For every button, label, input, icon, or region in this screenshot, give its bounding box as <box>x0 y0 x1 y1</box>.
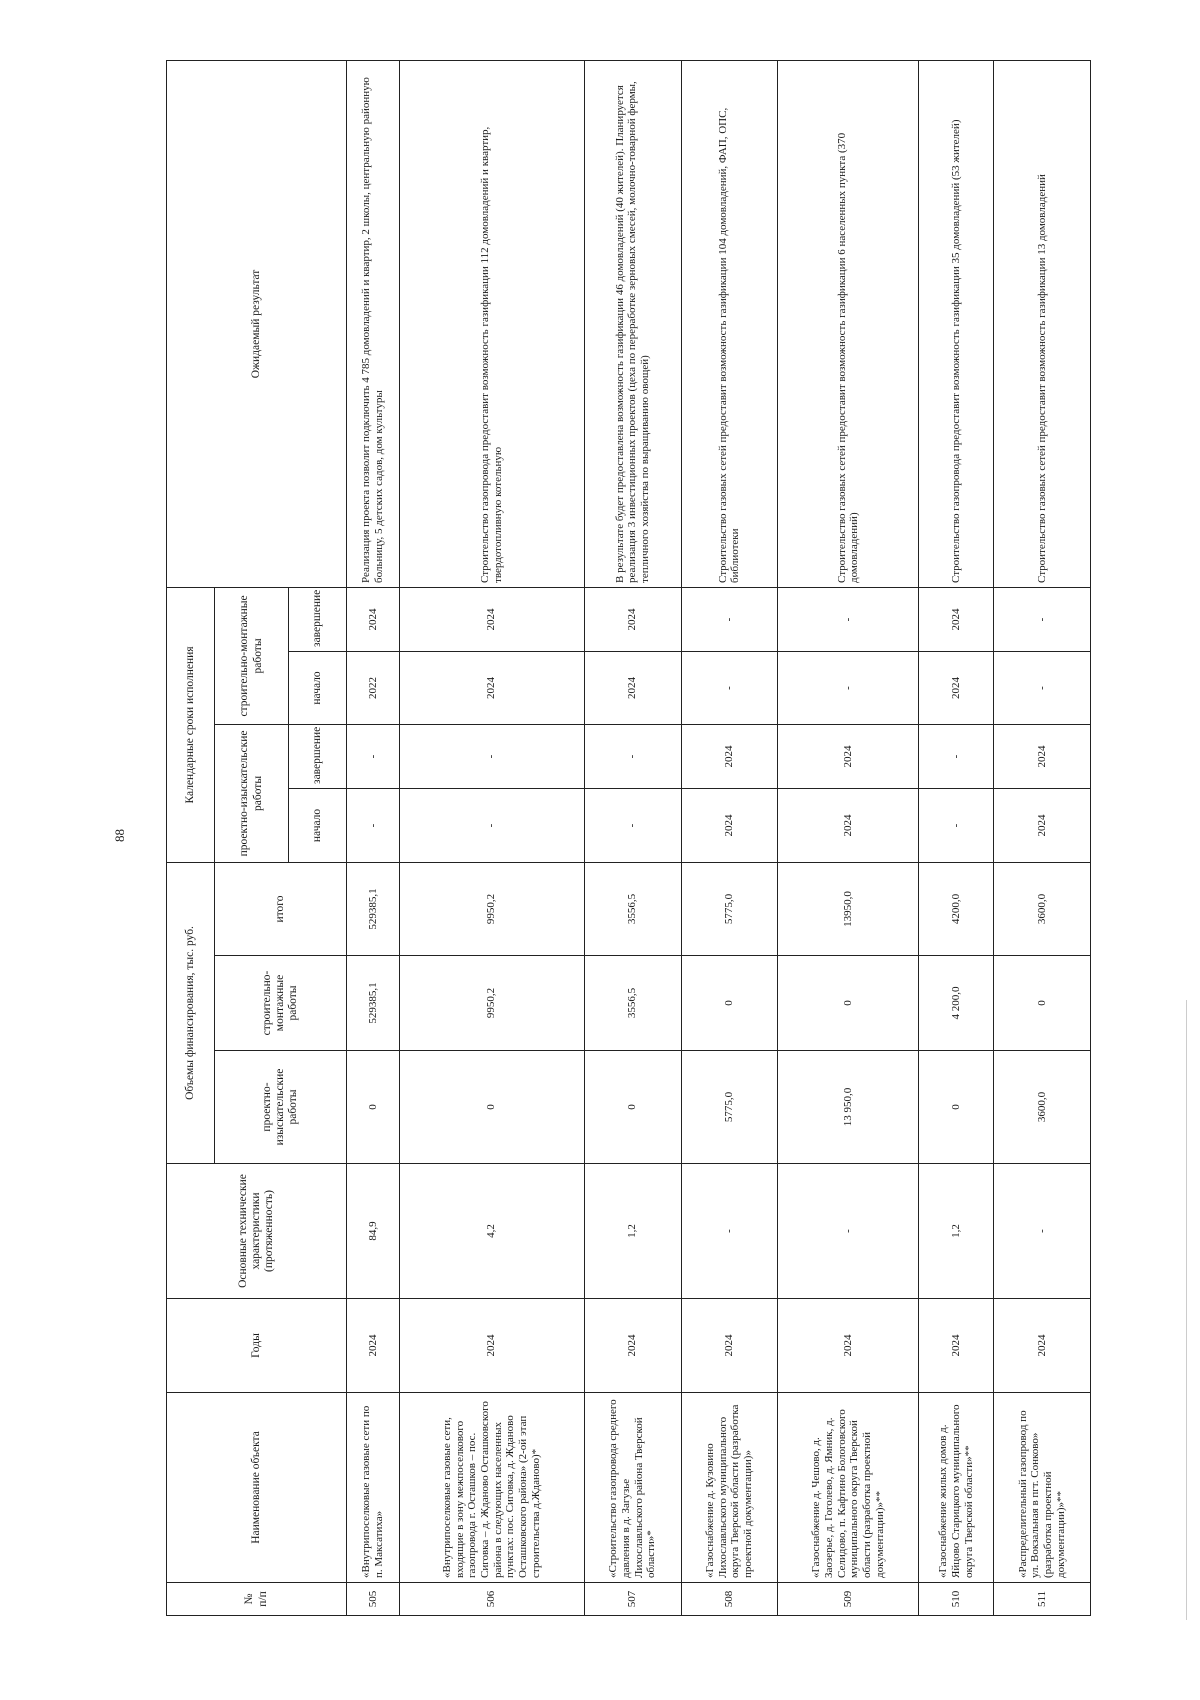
row-constr-end: 2024 <box>399 587 584 651</box>
row-fin-design: 0 <box>584 1051 681 1164</box>
header-sched-design: проектно-изыскательские работы <box>215 724 289 862</box>
row-fin-design: 0 <box>347 1051 400 1164</box>
header-years: Годы <box>167 1299 347 1393</box>
row-design-start: 2024 <box>994 788 1091 862</box>
row-fin-total: 3600,0 <box>994 862 1091 955</box>
row-num: 510 <box>919 1583 994 1616</box>
table-row <box>994 60 1091 1615</box>
row-result: Реализация проекта позволит подключить 4 785 домовладений и квартир, 2 школы, центральную районную больницу, 5 детских садов, дом культуры <box>347 60 400 587</box>
row-design-end: 2024 <box>994 724 1091 788</box>
row-fin-design: 3600,0 <box>994 1051 1091 1164</box>
row-fin-total: 4200,0 <box>919 862 994 955</box>
row-name: «Строительство газопровода среднего давления в д. Загузье Лихославльского района Тверской области»* <box>584 1393 681 1583</box>
row-tech: 1,2 <box>919 1164 994 1299</box>
gas-projects-table <box>166 60 1091 1616</box>
header-fin-design: проектно-изыскательские работы <box>215 1051 347 1164</box>
row-result: Строительство газопровода предоставит возможность газификации 35 домовладений (53 жителей) <box>919 60 994 587</box>
row-constr-start: - <box>994 651 1091 724</box>
header-fin-construction: строительно-монтажные работы <box>215 956 347 1051</box>
header-fin-total: итого <box>215 862 347 955</box>
row-constr-start: - <box>778 651 919 724</box>
header-sched-construction: строительно-монтажные работы <box>215 587 289 724</box>
row-num: 506 <box>399 1583 584 1616</box>
row-fin-total: 13950,0 <box>778 862 919 955</box>
row-design-start: - <box>399 788 584 862</box>
row-fin-design: 5775,0 <box>681 1051 778 1164</box>
row-num: 505 <box>347 1583 400 1616</box>
row-name: «Распределительный газопровод по ул. Вокзальная в пгт. Сонково» (разработка проектной документации)»** <box>994 1393 1091 1583</box>
row-result: Строительство газопровода предоставит возможность газификации 112 домовладений и квартир, твердотопливную котельную <box>399 60 584 587</box>
row-name: «Газоснабжение д. Кузовино Лихославльского муниципального округа Тверской области (разработка проектной документации)» <box>681 1393 778 1583</box>
row-fin-construction: 529385,1 <box>347 956 400 1051</box>
table-row <box>347 60 400 1615</box>
header-tech: Основные технические характеристики (протяженность) <box>167 1164 347 1299</box>
row-tech: - <box>994 1164 1091 1299</box>
row-design-end: - <box>399 724 584 788</box>
row-constr-start: 2022 <box>347 651 400 724</box>
row-design-end: - <box>919 724 994 788</box>
header-finance: Объемы финансирования, тыс. руб. <box>167 862 215 1163</box>
page-number: 88 <box>112 829 127 842</box>
table-row <box>919 60 994 1615</box>
row-num: 511 <box>994 1583 1091 1616</box>
row-constr-end: 2024 <box>919 587 994 651</box>
row-year: 2024 <box>919 1299 994 1393</box>
row-constr-start: 2024 <box>399 651 584 724</box>
row-name: «Газоснабжение д. Чешово, д. Заозерье, д. Гоголево, д. Ямник, д. Селидово, п. Кафтино Бологовского муниципального округа Тверской области (разработка проектной документации)»** <box>778 1393 919 1583</box>
row-constr-end: 2024 <box>584 587 681 651</box>
row-design-end: - <box>347 724 400 788</box>
row-result: Строительство газовых сетей предоставит возможность газификации 104 домовладений, ФАП, ОПС, библиотеки <box>681 60 778 587</box>
row-constr-start: - <box>681 651 778 724</box>
row-fin-construction: 9950,2 <box>399 956 584 1051</box>
header-num: № п/п <box>167 1583 347 1616</box>
header-constr-start: начало <box>289 651 347 724</box>
row-fin-construction: 0 <box>778 956 919 1051</box>
row-tech: - <box>778 1164 919 1299</box>
row-design-end: - <box>584 724 681 788</box>
row-fin-design: 0 <box>399 1051 584 1164</box>
row-fin-total: 529385,1 <box>347 862 400 955</box>
row-constr-end: - <box>778 587 919 651</box>
row-constr-end: 2024 <box>347 587 400 651</box>
row-result: Строительство газовых сетей предоставит возможность газификации 6 населенных пункта (370 домовладений) <box>778 60 919 587</box>
row-fin-total: 5775,0 <box>681 862 778 955</box>
row-year: 2024 <box>681 1299 778 1393</box>
row-year: 2024 <box>778 1299 919 1393</box>
table-row <box>681 60 778 1615</box>
scan-edge-line <box>1186 1000 1187 1620</box>
row-design-start: - <box>347 788 400 862</box>
row-num: 509 <box>778 1583 919 1616</box>
row-design-start: 2024 <box>681 788 778 862</box>
row-design-end: 2024 <box>778 724 919 788</box>
table-row <box>584 60 681 1615</box>
row-num: 507 <box>584 1583 681 1616</box>
row-result: В результате будет предоставлена возможность газификации 46 домовладений (40 жителей). Планируется реализация 3 инвестиционных проектов (цеха по переработке зерновых смесей, молочно-товарной фермы, тепличного хозяйства по выращиванию овощей) <box>584 60 681 587</box>
row-constr-start: 2024 <box>584 651 681 724</box>
header-name: Наименование объекта <box>167 1393 347 1583</box>
row-fin-construction: 0 <box>994 956 1091 1051</box>
table-row <box>399 60 584 1615</box>
header-schedule: Календарные сроки исполнения <box>167 587 215 862</box>
row-fin-design: 0 <box>919 1051 994 1164</box>
row-year: 2024 <box>584 1299 681 1393</box>
row-year: 2024 <box>347 1299 400 1393</box>
row-fin-construction: 4 200,0 <box>919 956 994 1051</box>
row-result: Строительство газовых сетей предоставит возможность газификации 13 домовладений <box>994 60 1091 587</box>
row-year: 2024 <box>399 1299 584 1393</box>
row-tech: 84,9 <box>347 1164 400 1299</box>
row-design-end: 2024 <box>681 724 778 788</box>
row-design-start: 2024 <box>778 788 919 862</box>
header-constr-end: завершение <box>289 587 347 651</box>
row-name: «Газоснабжение жилых домов д. Яйцово Старицкого муниципального округа Тверской области»** <box>919 1393 994 1583</box>
header-result: Ожидаемый результат <box>167 60 347 587</box>
row-constr-end: - <box>994 587 1091 651</box>
row-constr-end: - <box>681 587 778 651</box>
row-constr-start: 2024 <box>919 651 994 724</box>
header-design-start: начало <box>289 788 347 862</box>
row-design-start: - <box>919 788 994 862</box>
row-fin-construction: 3556,5 <box>584 956 681 1051</box>
row-fin-total: 3556,5 <box>584 862 681 955</box>
header-design-end: завершение <box>289 724 347 788</box>
table-row <box>778 60 919 1615</box>
row-tech: - <box>681 1164 778 1299</box>
row-fin-total: 9950,2 <box>399 862 584 955</box>
row-name: «Внутрипоселковые газовые сети, входящие в зону межпоселкового газопровода г. Осташков – пос. Сиговка – д. Жданово Осташковского района в следующих населенных пунктах: пос. Сиговка, д. Жданово Осташковского района» (2-ой этап строительства д.Жданово)* <box>399 1393 584 1583</box>
row-tech: 1,2 <box>584 1164 681 1299</box>
row-year: 2024 <box>994 1299 1091 1393</box>
row-fin-design: 13 950,0 <box>778 1051 919 1164</box>
rotated-table-wrapper <box>166 61 1091 1616</box>
row-design-start: - <box>584 788 681 862</box>
row-name: «Внутрипоселковые газовые сети по п. Максатиха» <box>347 1393 400 1583</box>
row-num: 508 <box>681 1583 778 1616</box>
row-tech: 4,2 <box>399 1164 584 1299</box>
row-fin-construction: 0 <box>681 956 778 1051</box>
